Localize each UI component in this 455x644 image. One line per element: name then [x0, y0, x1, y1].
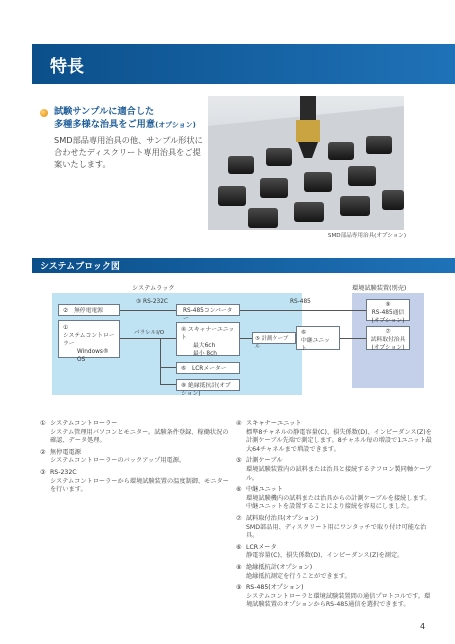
insulation-meter-box: ⑧ 絶縁抵抗計(オプション)	[176, 379, 240, 391]
env-label: 環境試験装置(別売)	[352, 285, 407, 292]
lcr-box: ⑥ LCRメーター	[176, 362, 240, 374]
line-vertical	[160, 338, 161, 384]
line-insul	[160, 384, 176, 385]
ups-box: ② 無停電電源	[58, 304, 120, 316]
rs232c-label: ③ RS-232C	[136, 299, 168, 305]
section-title: システムブロック図	[40, 262, 120, 272]
feature-title-line1: 試験サンプルに適合した	[54, 106, 155, 117]
measurement-cable-box: ⑤ 計測ケーブル	[252, 332, 296, 344]
line-lcr	[160, 367, 176, 368]
relay-label: 中継ユニット	[301, 338, 330, 352]
rs485-converter-box: RS-485コンバーター	[176, 304, 240, 316]
jig-opt: (オプション)	[371, 345, 405, 351]
photo-caption: SMD部品専用治具(オプション)	[327, 233, 406, 239]
list-item: ② 無停電電源 システムコントローラーのバックアップ用電源。	[40, 448, 186, 465]
line-rs232c	[120, 310, 176, 311]
description-list-right	[236, 420, 432, 613]
list-item: ⑨ RS-485(オプション) システムコントローラと環境試験装置間の通信プロトコルです。環境試験装置のオプションからRS-485通信を選択できます。	[236, 584, 431, 609]
page-title: 特長	[50, 57, 84, 77]
scanner-label: ④ スキャナーユニット	[181, 327, 235, 341]
controller-num: ①	[63, 325, 69, 331]
list-item: ① システムコントローラー システム管理用パソコンとモニター。試験条件登録、稼働状況の確認、データ処理。	[40, 420, 229, 445]
list-item: ⑥ LCRメータ 静電容量(C)、損失係数(D)、インピーダンス(Z)を測定。	[236, 543, 404, 560]
feature-title	[54, 105, 224, 132]
jig-num: ⑦	[385, 329, 391, 335]
jig-box	[366, 326, 410, 350]
env-rs485-opt: (オプション)	[371, 318, 405, 324]
controller-label: システムコントローラー	[63, 333, 115, 347]
feature-title-option: (オプション)	[155, 121, 196, 129]
list-item: ⑤ 計測ケーブル 環境試験装置内の試料または治具と接続するテフロン製同軸ケーブル。	[236, 457, 432, 482]
list-item: ⑧ 絶縁抵抗計(オプション) 絶縁抵抗測定を行うことができます。	[236, 563, 351, 580]
title-banner	[32, 44, 455, 84]
controller-box	[58, 320, 120, 363]
list-item: ⑥ 中継ユニット 環境試験機内の試料または治具からの計測ケーブルを接続します。中継ユニットを設置することにより接続を容易にしました。	[236, 486, 431, 511]
relay-unit-box	[296, 326, 340, 350]
rack-label: システムラック	[132, 285, 175, 292]
scanner-max: 最大6ch	[193, 343, 216, 349]
env-rs485-label: RS-485通信	[371, 310, 405, 316]
parallel-io-label: パラレルI/O	[134, 330, 165, 336]
feature-title-line2: 多種多様な治具をご用意(オプション)	[54, 119, 196, 130]
jig-label: 試料取付治具	[370, 337, 406, 343]
line-parallel	[120, 338, 176, 339]
bullet-dot-icon	[40, 109, 48, 117]
feature-body: SMD部品専用治具の他、サンプル形状に合わせたディスクリート専用治具をご提案いたします。	[54, 135, 203, 169]
list-item: ④ スキャナーユニット 標準8チャネルの静電容量(C)、損失係数(D)、インピーダンス(Z)を計測ケーブル先端で測定します。8チャネル毎の増設で1ユニット最大64チャネルまで増設できます。	[236, 420, 432, 453]
rs485-label: RS-485	[290, 299, 311, 305]
list-item: ⑦ 試料取付治具(オプション) SMD部品用、ディスクリート用にワンタッチで取り付け可能な治具。	[236, 514, 427, 540]
page-number: 4	[420, 622, 426, 631]
controller-os: Windows® OS	[77, 349, 109, 363]
description-list-left	[40, 420, 230, 498]
scanner-box	[176, 322, 240, 356]
env-rs485-num: ⑨	[385, 302, 391, 308]
jig-photo	[208, 96, 404, 230]
relay-num: ⑥	[301, 330, 307, 336]
env-rs485-box	[366, 299, 410, 324]
list-item: ③ RS-232C システムコントローラーから環境試験装置の温度制御、モニターを行います。	[40, 468, 229, 494]
scanner-min: 最小 8ch	[193, 351, 217, 357]
line-rs485	[240, 310, 366, 311]
jig-photo-illustration	[208, 96, 404, 230]
